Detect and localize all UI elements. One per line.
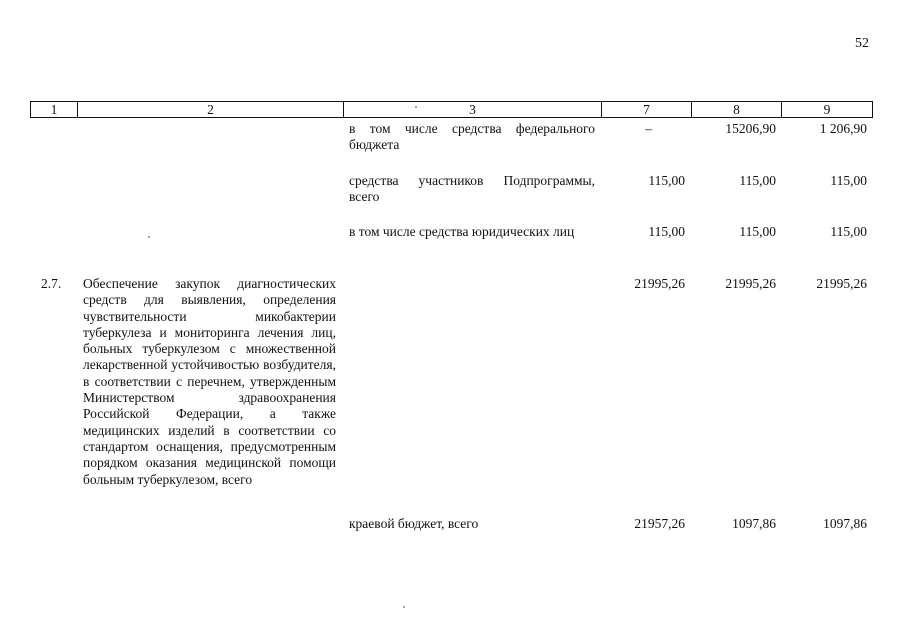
row-value-col8: 15206,90 — [725, 121, 776, 136]
header-cell-8: 8 — [691, 101, 782, 118]
row-source-label: в том числе средства федерального бюджета — [349, 121, 595, 153]
scan-speck — [415, 106, 417, 108]
row-value-col7: 21995,26 — [634, 276, 685, 291]
row-value-col9: 1097,86 — [823, 516, 867, 531]
row-value-col9: 21995,26 — [816, 276, 867, 291]
row-source-label: краевой бюджет, всего — [349, 516, 479, 531]
page-number: 52 — [855, 36, 869, 51]
row-value-col8: 115,00 — [739, 224, 776, 239]
header-cell-7: 7 — [601, 101, 692, 118]
row-value-col9: 115,00 — [830, 224, 867, 239]
row-source-label: средства участников Подпрограммы, всего — [349, 173, 595, 205]
row-source-label: в том числе средства юридических лиц — [349, 224, 575, 239]
row-value-col9: 1 206,90 — [819, 121, 867, 136]
scan-speck — [403, 606, 405, 608]
header-cell-2: 2 — [77, 101, 344, 118]
row-value-col7: – — [645, 121, 652, 136]
row-item-number: 2.7. — [41, 276, 62, 291]
scan-speck — [148, 236, 150, 238]
row-value-col8: 1097,86 — [732, 516, 776, 531]
row-item-description: Обеспечение закупок диагностических средств для выявления, определения чувствительности микобактерии туберкулеза и мониторинга лечения лиц, больных туберкулезом с множественной лекарственной устойчивостью возбудителя, в соответствии с перечнем, утвержденным Министерством здравоохранения Российской Федерации, а также медицинских изделий в соответствии со стандартом оснащения, предусмотренным порядком оказания медицинской помощи больным туберкулезом, всего — [83, 276, 336, 487]
row-value-col8: 115,00 — [739, 173, 776, 188]
row-value-col8: 21995,26 — [725, 276, 776, 291]
row-value-col7: 115,00 — [648, 224, 685, 239]
row-value-col7: 115,00 — [648, 173, 685, 188]
row-value-col7: 21957,26 — [634, 516, 685, 531]
row-value-col9: 115,00 — [830, 173, 867, 188]
header-cell-1: 1 — [30, 101, 78, 118]
header-cell-9: 9 — [781, 101, 873, 118]
header-cell-3: 3 — [343, 101, 602, 118]
